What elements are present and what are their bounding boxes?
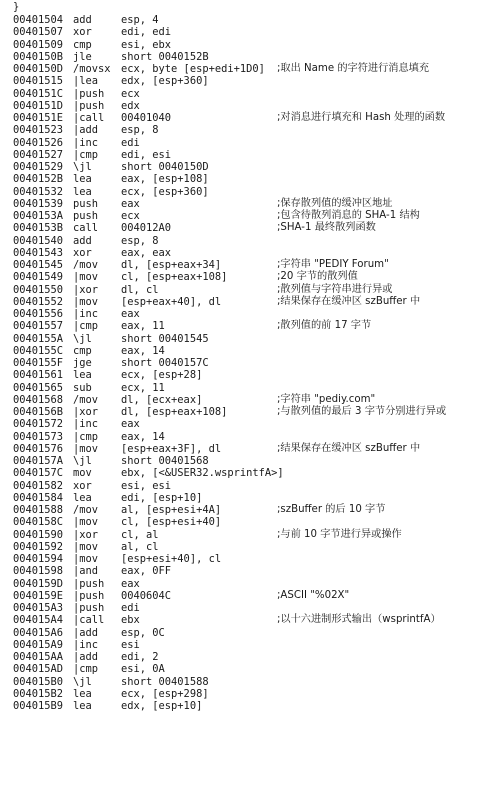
operands: eax: [121, 577, 140, 590]
code-line: [13, 590, 501, 602]
address: 004015AA: [13, 651, 64, 663]
address: 004015A4: [13, 614, 64, 627]
operands: eax, [esp+108]: [121, 173, 209, 186]
code-line: [13, 541, 501, 553]
code-line: [13, 173, 501, 185]
mnemonic: |push: [73, 577, 105, 590]
operands: short 0040152B: [121, 50, 209, 63]
comment: ;ASCII "%02X": [277, 589, 350, 601]
operands: edi: [121, 136, 140, 149]
address: 00401504: [13, 14, 64, 26]
mnemonic: |push: [73, 87, 105, 100]
code-line: [13, 565, 501, 577]
operands: eax, 11: [121, 320, 165, 333]
address: 0040155C: [13, 344, 64, 357]
code-line: [13, 578, 501, 590]
code-line: [13, 149, 501, 161]
disassembly-listing: [13, 14, 501, 712]
address: 00401576: [13, 442, 64, 455]
operands: ecx, [esp+360]: [121, 185, 209, 198]
address: 00401556: [13, 308, 64, 320]
mnemonic: |inc: [73, 136, 99, 149]
address: 0040150B: [13, 50, 64, 63]
operands: 0040604C: [121, 589, 172, 602]
operands: esi, 0A: [121, 663, 165, 676]
address: 004015A6: [13, 626, 64, 639]
operands: esi, esi: [121, 479, 172, 492]
mnemonic: /mov: [73, 504, 99, 516]
code-line: [13, 504, 501, 516]
operands: ebx, [<&USER32.wsprintfA>]: [121, 467, 284, 480]
operands: al, cl: [121, 540, 159, 553]
comment: ;包含待散列消息的 SHA-1 结构: [277, 210, 420, 221]
mnemonic: \jl: [73, 161, 92, 173]
code-line: [13, 333, 501, 345]
comment: ;以十六进制形式输出（wsprintfA）: [277, 614, 441, 626]
code-line: [13, 700, 501, 712]
code-line: [13, 467, 501, 479]
mnemonic: mov: [73, 467, 92, 480]
code-line: [13, 529, 501, 541]
code-line: [13, 688, 501, 700]
address: 004015AD: [13, 663, 64, 676]
address: 00401545: [13, 259, 64, 271]
operands: edi: [121, 602, 140, 614]
comment: ;字符串 "pediy.com": [277, 393, 376, 405]
mnemonic: lea: [73, 687, 92, 700]
operands: edi, [esp+10]: [121, 491, 203, 504]
operands: eax: [121, 418, 140, 431]
code-line: [13, 382, 501, 394]
operands: edi, edi: [121, 26, 172, 39]
mnemonic: |xor: [73, 528, 99, 541]
mnemonic: |call: [73, 614, 105, 627]
operands: ebx: [121, 614, 140, 627]
operands: dl, [esp+eax+34]: [121, 259, 222, 271]
comment: ;与前 10 字节进行异或操作: [277, 528, 402, 540]
code-line: [13, 308, 501, 320]
code-line: [13, 431, 501, 443]
address: 004015A3: [13, 602, 64, 614]
code-line: [13, 284, 501, 296]
code-line: [13, 137, 501, 149]
operands: ecx: [121, 87, 140, 100]
mnemonic: |add: [73, 124, 99, 137]
address: 00401526: [13, 136, 64, 149]
address: 00401550: [13, 283, 64, 296]
operands: short 00401588: [121, 675, 209, 688]
operands: short 00401545: [121, 332, 209, 345]
code-line: [13, 198, 501, 210]
operands: eax, 14: [121, 344, 165, 357]
code-line: [13, 516, 501, 528]
address: 004015A9: [13, 638, 64, 651]
code-line: [13, 627, 501, 639]
code-line: [13, 247, 501, 259]
code-line: [13, 602, 501, 614]
mnemonic: sub: [73, 381, 92, 394]
mnemonic: /mov: [73, 259, 99, 271]
mnemonic: |inc: [73, 418, 99, 431]
code-line: [13, 357, 501, 369]
code-line: [13, 320, 501, 332]
address: 00401540: [13, 234, 64, 247]
address: 00401549: [13, 271, 64, 284]
mnemonic: lea: [73, 369, 92, 382]
address: 00401584: [13, 491, 64, 504]
mnemonic: |and: [73, 565, 99, 578]
address: 0040157C: [13, 467, 64, 480]
mnemonic: lea: [73, 491, 92, 504]
mnemonic: |call: [73, 112, 105, 124]
operands: [esp+eax+40], dl: [121, 295, 222, 308]
operands: edi, esi: [121, 148, 172, 161]
comment: ;字符串 "PEDIY Forum": [277, 259, 389, 270]
address: 00401592: [13, 540, 64, 553]
operands: ecx: [121, 210, 140, 222]
code-line: [13, 492, 501, 504]
mnemonic: \jl: [73, 332, 92, 345]
address: 0040159D: [13, 577, 64, 590]
code-line: [13, 418, 501, 430]
code-line: [13, 161, 501, 173]
operands: eax, eax: [121, 246, 172, 259]
address: 00401598: [13, 565, 64, 578]
operands: [esp+eax+3F], dl: [121, 442, 222, 455]
code-line: [13, 51, 501, 63]
address: 00401543: [13, 246, 64, 259]
address: 00401588: [13, 504, 64, 516]
address: 0040151C: [13, 87, 64, 100]
mnemonic: |cmp: [73, 148, 99, 161]
address: 0040151D: [13, 99, 64, 112]
mnemonic: cmp: [73, 38, 92, 51]
comment: ;保存散列值的缓冲区地址: [277, 197, 393, 209]
code-line: [13, 663, 501, 675]
address: 0040153B: [13, 222, 64, 235]
operands: esp, 0C: [121, 626, 165, 639]
address: 00401573: [13, 430, 64, 443]
mnemonic: |cmp: [73, 430, 99, 443]
code-line: [13, 553, 501, 565]
code-line: [13, 406, 501, 418]
mnemonic: |lea: [73, 75, 99, 88]
comment: ;结果保存在缓冲区 szBuffer 中: [277, 295, 421, 307]
mnemonic: /movsx: [73, 63, 111, 75]
mnemonic: xor: [73, 26, 92, 39]
code-line: [13, 271, 501, 283]
mnemonic: \jl: [73, 455, 92, 467]
mnemonic: |push: [73, 602, 105, 614]
mnemonic: add: [73, 234, 92, 247]
operands: dl, [esp+eax+108]: [121, 406, 228, 418]
address: 00401509: [13, 38, 64, 51]
mnemonic: |mov: [73, 516, 99, 529]
address: 00401568: [13, 393, 64, 406]
mnemonic: lea: [73, 173, 92, 186]
comment: ;20 字节的散列值: [277, 271, 358, 283]
code-line: [13, 75, 501, 87]
operands: short 0040150D: [121, 161, 209, 173]
mnemonic: |cmp: [73, 663, 99, 676]
address: 00401594: [13, 553, 64, 565]
mnemonic: |cmp: [73, 320, 99, 333]
address: 0040151E: [13, 112, 64, 124]
address: 004015B9: [13, 700, 64, 712]
operands: cl, [esp+eax+108]: [121, 271, 228, 284]
address: 0040156B: [13, 406, 64, 418]
mnemonic: jle: [73, 50, 92, 63]
comment: ;结果保存在缓冲区 szBuffer 中: [277, 442, 421, 454]
operands: al, [esp+esi+4A]: [121, 504, 222, 516]
code-line: [13, 112, 501, 124]
operands: short 00401568: [121, 455, 209, 467]
code-line: [13, 222, 501, 234]
code-line: [13, 480, 501, 492]
operands: edx, [esp+10]: [121, 700, 203, 712]
mnemonic: cmp: [73, 344, 92, 357]
operands: cl, al: [121, 528, 159, 541]
mnemonic: |mov: [73, 553, 99, 565]
code-line: [13, 39, 501, 51]
mnemonic: push: [73, 197, 99, 210]
mnemonic: |push: [73, 99, 105, 112]
operands: 00401040: [121, 112, 172, 124]
operands: eax, 14: [121, 430, 165, 443]
operands: esi, ebx: [121, 38, 172, 51]
address: 00401523: [13, 124, 64, 137]
operands: esp, 4: [121, 14, 159, 26]
mnemonic: \jl: [73, 675, 92, 688]
operands: eax: [121, 197, 140, 210]
operands: dl, cl: [121, 283, 159, 296]
address: 00401532: [13, 185, 64, 198]
address: 0040153A: [13, 210, 64, 222]
operands: edx, [esp+360]: [121, 75, 209, 88]
operands: ecx, byte [esp+edi+1D0]: [121, 63, 265, 75]
address: 00401527: [13, 148, 64, 161]
code-line: [13, 639, 501, 651]
address: 004015B2: [13, 687, 64, 700]
comment: ;与散列值的最后 3 字节分别进行异或: [277, 406, 447, 417]
operands: eax, 0FF: [121, 565, 172, 578]
mnemonic: |mov: [73, 271, 99, 284]
code-line: [13, 124, 501, 136]
code-line: [13, 676, 501, 688]
mnemonic: call: [73, 222, 99, 235]
mnemonic: |add: [73, 651, 99, 663]
code-line: [13, 369, 501, 381]
code-line: [13, 100, 501, 112]
mnemonic: |push: [73, 589, 105, 602]
mnemonic: push: [73, 210, 99, 222]
mnemonic: |add: [73, 626, 99, 639]
operands: ecx, 11: [121, 381, 165, 394]
mnemonic: xor: [73, 246, 92, 259]
address: 00401552: [13, 295, 64, 308]
operands: esp, 8: [121, 234, 159, 247]
address: 00401561: [13, 369, 64, 382]
address: 0040159E: [13, 589, 64, 602]
address: 00401507: [13, 26, 64, 39]
code-line: [13, 88, 501, 100]
address: 0040157A: [13, 455, 64, 467]
address: 004015B0: [13, 675, 64, 688]
address: 0040155A: [13, 332, 64, 345]
mnemonic: xor: [73, 479, 92, 492]
comment: ;对消息进行填充和 Hash 处理的函数: [277, 112, 446, 123]
code-line: [13, 259, 501, 271]
mnemonic: /mov: [73, 393, 99, 406]
address: 00401565: [13, 381, 64, 394]
code-line: [13, 614, 501, 626]
operands: ecx, [esp+298]: [121, 687, 209, 700]
address: 00401582: [13, 479, 64, 492]
code-line: [13, 26, 501, 38]
address: 0040152B: [13, 173, 64, 186]
mnemonic: |inc: [73, 638, 99, 651]
operands: esp, 8: [121, 124, 159, 137]
operands: cl, [esp+esi+40]: [121, 516, 222, 529]
address: 00401515: [13, 75, 64, 88]
address: 00401557: [13, 320, 64, 333]
code-line: [13, 14, 501, 26]
mnemonic: |xor: [73, 283, 99, 296]
operands: dl, [ecx+eax]: [121, 393, 203, 406]
comment: ;取出 Name 的字符进行消息填充: [277, 63, 430, 74]
address: 00401572: [13, 418, 64, 431]
code-line: [13, 651, 501, 663]
mnemonic: |mov: [73, 295, 99, 308]
address: 00401529: [13, 161, 64, 173]
address: 0040150D: [13, 63, 64, 75]
code-line: [13, 394, 501, 406]
comment: ;SHA-1 最终散列函数: [277, 222, 376, 234]
code-line: [13, 345, 501, 357]
mnemonic: lea: [73, 185, 92, 198]
address: 00401590: [13, 528, 64, 541]
code-line: [13, 235, 501, 247]
operands: 004012A0: [121, 222, 172, 235]
operands: esi: [121, 638, 140, 651]
address: 0040155F: [13, 357, 64, 369]
comment: ;szBuffer 的后 10 字节: [277, 504, 386, 515]
code-line: [13, 63, 501, 75]
mnemonic: |xor: [73, 406, 99, 418]
operands: eax: [121, 308, 140, 320]
mnemonic: |inc: [73, 308, 99, 320]
code-line: [13, 186, 501, 198]
comment: ;散列值与字符串进行异或: [277, 283, 393, 295]
mnemonic: add: [73, 14, 92, 26]
mnemonic: jge: [73, 357, 92, 369]
operands: short 0040157C: [121, 357, 209, 369]
operands: edx: [121, 99, 140, 112]
operands: ecx, [esp+28]: [121, 369, 203, 382]
code-line: [13, 443, 501, 455]
address: 0040158C: [13, 516, 64, 529]
mnemonic: |mov: [73, 540, 99, 553]
operands: [esp+esi+40], cl: [121, 553, 222, 565]
closing-brace: }: [13, 1, 20, 13]
address: 00401539: [13, 197, 64, 210]
mnemonic: lea: [73, 700, 92, 712]
code-line: [13, 296, 501, 308]
mnemonic: |mov: [73, 442, 99, 455]
code-line: [13, 210, 501, 222]
operands: edi, 2: [121, 651, 159, 663]
comment: ;散列值的前 17 字节: [277, 320, 372, 332]
code-line: [13, 455, 501, 467]
